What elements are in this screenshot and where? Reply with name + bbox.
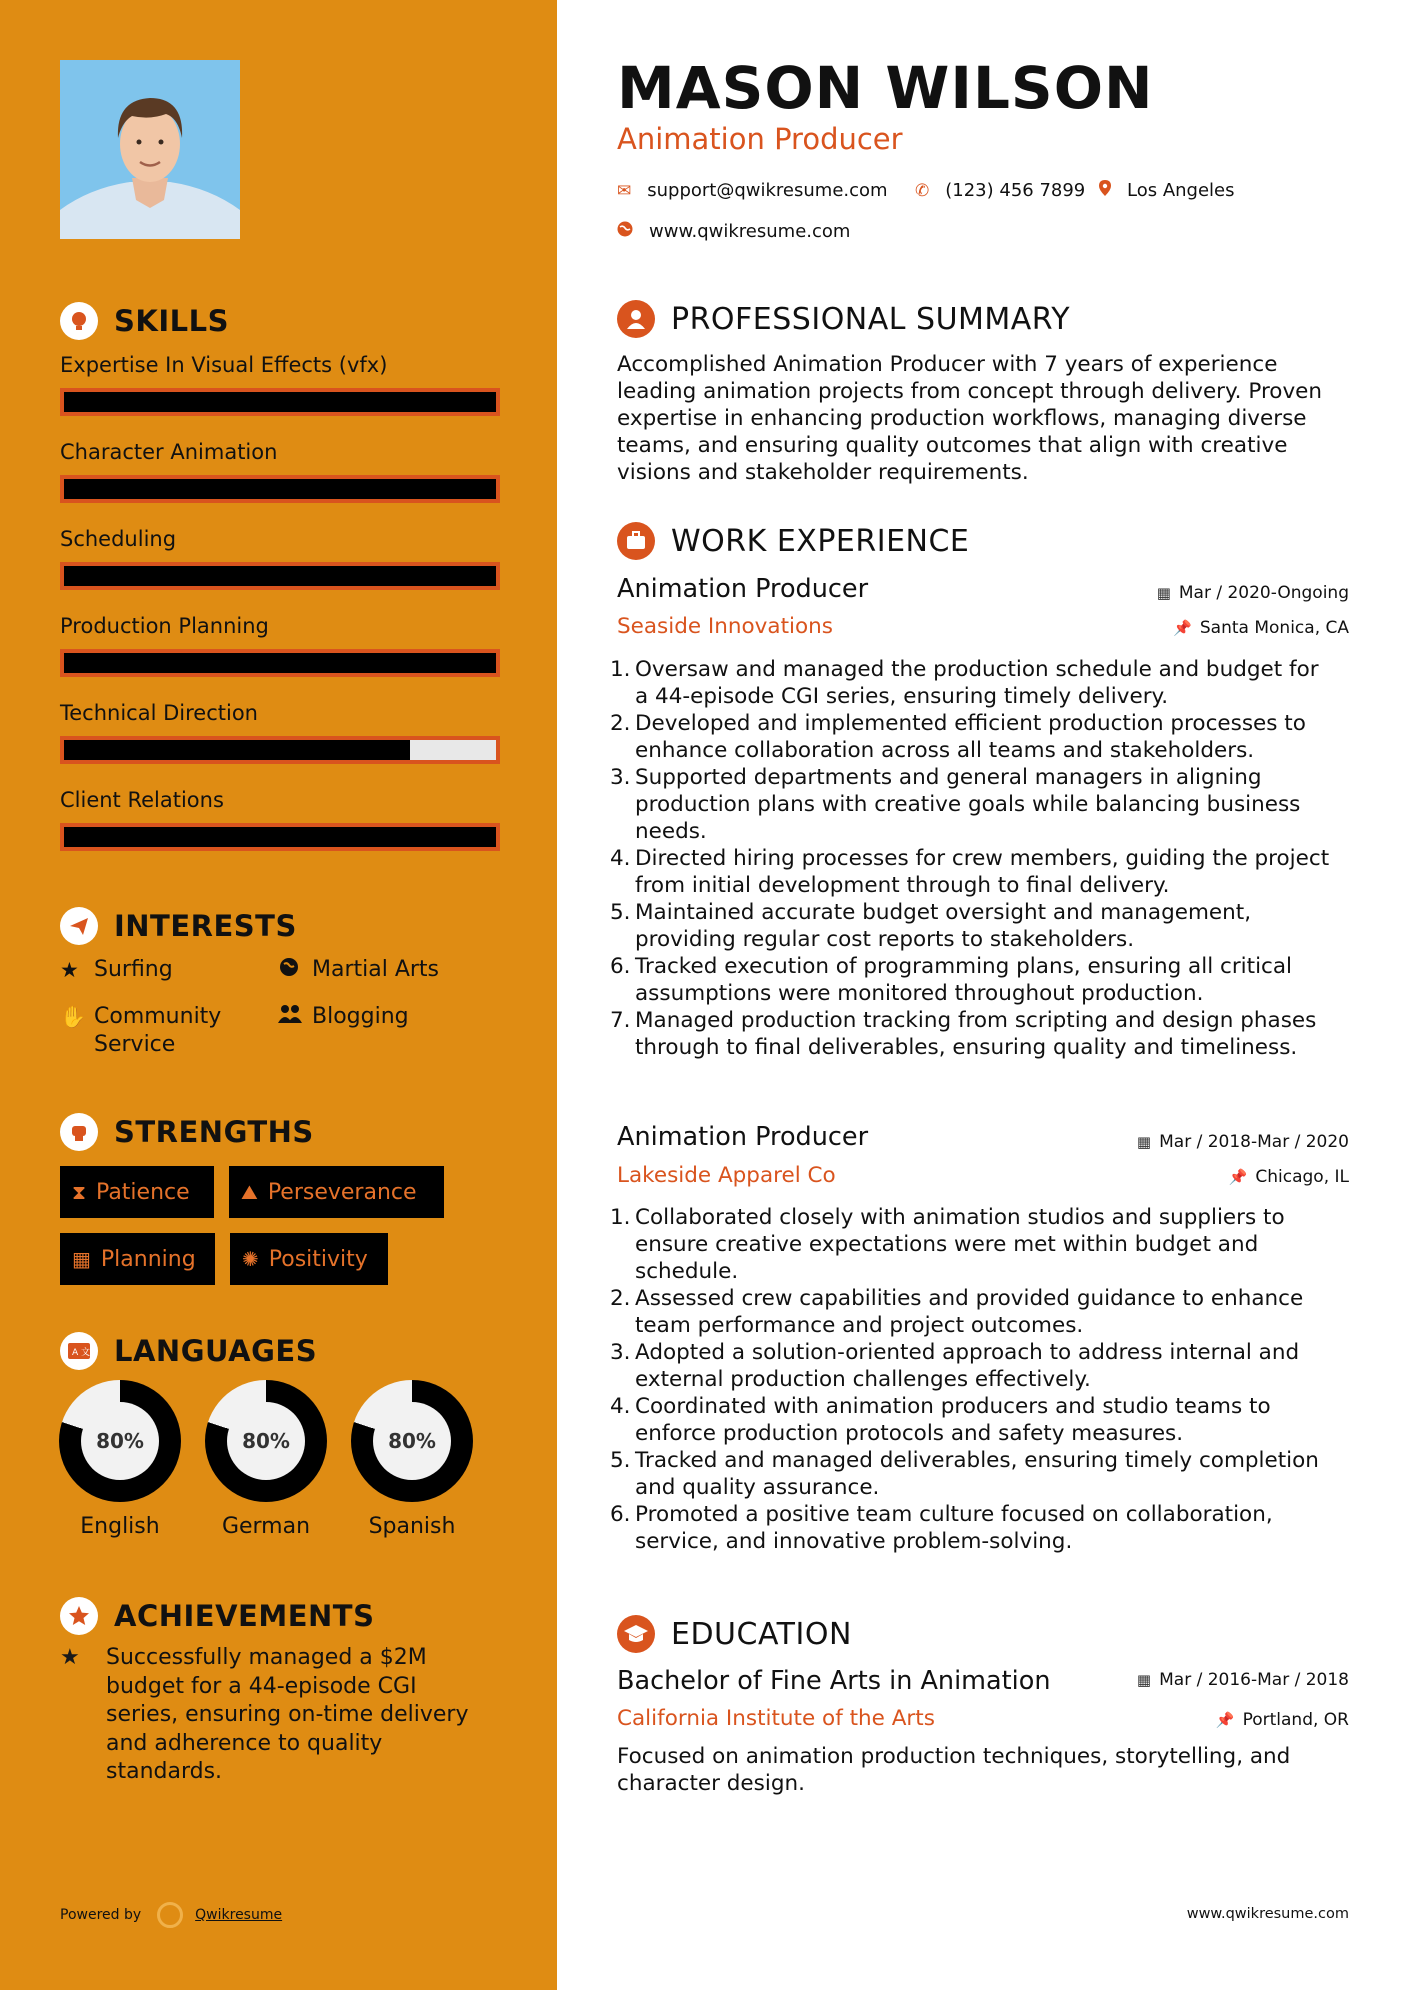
experience-heading: [617, 522, 969, 560]
road-icon: ⛰: [241, 1180, 258, 1204]
education-description: Focused on animation production techniques, storytelling, and character design.: [617, 1744, 1291, 1796]
education-dates-text: Mar / 2016-Mar / 2018: [1159, 1670, 1349, 1690]
language-item: [205, 1380, 327, 1539]
globe-icon: [278, 956, 300, 985]
interest-item: [278, 1003, 409, 1032]
duty-text: Oversaw and managed the production schedule and budget for a 44-episode CGI series, ensuring timely delivery.: [635, 657, 1319, 709]
list-item: 2. Assessed crew capabilities and provided guidance to enhance team performance and project outcomes.: [610, 1285, 1350, 1339]
envelope-icon: ✉: [617, 180, 632, 201]
language-name: German: [221, 1514, 311, 1539]
globe-icon: [617, 221, 633, 242]
language-name: English: [80, 1514, 160, 1539]
profile-photo: [60, 60, 240, 239]
list-item: 4. Directed hiring processes for crew members, guiding the project from initial development through to final delivery.: [610, 845, 1350, 899]
achievements-title: ACHIEVEMENTS: [114, 1599, 375, 1633]
job-dates: [1137, 1132, 1349, 1152]
duty-text: Tracked and managed deliverables, ensuring timely completion and quality assurance.: [635, 1448, 1319, 1500]
pin-icon: 📌: [1173, 619, 1192, 637]
skill-name: Expertise In Visual Effects (vfx): [60, 353, 388, 377]
strengths-title: STRENGTHS: [114, 1115, 314, 1149]
star-icon: ★: [60, 958, 79, 982]
lightbulb-icon: [60, 302, 98, 340]
contact-phone: [915, 180, 1085, 201]
summary-text: Accomplished Animation Producer with 7 years of experience leading animation projects from concept through delivery. Proven expertise in enhancing production workflows, managing diverse teams, and ensuring quality outcomes that align with creative visions and stakeholder requirements.: [617, 352, 1323, 485]
language-ring: [59, 1380, 181, 1502]
interest-item: [60, 1003, 244, 1059]
map-pin-icon: [1099, 180, 1111, 201]
duty-text: Adopted a solution-oriented approach to address internal and external production challenges effectively.: [635, 1340, 1300, 1392]
strength-label: Planning: [100, 1246, 196, 1272]
location-text: Los Angeles: [1127, 180, 1235, 201]
skill-name: Production Planning: [60, 614, 269, 638]
user-icon: [617, 300, 655, 338]
interests-heading: [60, 907, 297, 945]
duty-text: Assessed crew capabilities and provided guidance to enhance team performance and project outcomes.: [635, 1286, 1304, 1338]
job-company: Seaside Innovations: [617, 614, 833, 639]
skill-name: Technical Direction: [60, 701, 258, 725]
calendar-icon: ▦: [1136, 1133, 1152, 1151]
list-item: 7. Managed production tracking from scripting and design phases through to final deliverables, ensuring quality and timeliness.: [610, 1007, 1350, 1061]
list-item: 3. Adopted a solution-oriented approach to address internal and external production challenges effectively.: [610, 1339, 1350, 1393]
calendar-icon: ▦: [72, 1247, 91, 1271]
qwikresume-link[interactable]: Qwikresume: [195, 1907, 283, 1923]
duty-text: Coordinated with animation producers and studio teams to enforce production protocols and safety measures.: [635, 1394, 1271, 1446]
skill-bar-fill: [64, 827, 496, 847]
education-heading: [617, 1615, 852, 1653]
contact-email: [617, 180, 888, 201]
job-role: Animation Producer: [617, 1122, 869, 1152]
languages-heading: [60, 1332, 317, 1370]
interest-item: [278, 956, 439, 985]
job-duties: [610, 1204, 1350, 1555]
skill-item: [60, 437, 500, 503]
skill-item: [60, 698, 500, 764]
interest-label: Blogging: [312, 1004, 409, 1029]
skill-bar-fill: [64, 566, 496, 586]
education-title: EDUCATION: [671, 1616, 852, 1652]
skill-name: Character Animation: [60, 440, 278, 464]
svg-text:A: A: [72, 1348, 79, 1358]
strength-label: Perseverance: [267, 1179, 417, 1205]
education-location-text: Portland, OR: [1242, 1710, 1349, 1730]
powered-by-label: Powered by: [60, 1907, 142, 1923]
job-location-text: Chicago, IL: [1255, 1167, 1349, 1187]
skill-item: [60, 350, 500, 416]
skill-bar-fill: [64, 392, 496, 412]
job-company: Lakeside Apparel Co: [617, 1163, 836, 1188]
svg-text:文: 文: [81, 1348, 91, 1358]
list-item: 1. Collaborated closely with animation studios and suppliers to ensure creative expectations were met within budget and schedule.: [610, 1204, 1350, 1285]
strength-label: Positivity: [268, 1246, 368, 1272]
interest-label: Martial Arts: [312, 957, 440, 982]
calendar-icon: ▦: [1156, 584, 1171, 602]
skill-bar: [60, 475, 500, 503]
strength-badge: [60, 1233, 215, 1285]
sun-icon: ✺: [242, 1247, 259, 1271]
briefcase-icon: [617, 522, 655, 560]
skills-title: SKILLS: [114, 304, 229, 338]
hand-icon: ✋: [60, 1005, 87, 1029]
job-location-text: Santa Monica, CA: [1199, 618, 1349, 638]
strength-badge: [60, 1166, 214, 1218]
skill-bar: [60, 736, 500, 764]
languages-title: LANGUAGES: [114, 1334, 318, 1368]
job-dates: [1157, 583, 1349, 603]
strengths-heading: [60, 1113, 314, 1151]
phone-icon: ✆: [915, 180, 930, 201]
skill-item: [60, 785, 500, 851]
paper-plane-icon: [60, 907, 98, 945]
language-percent: 80%: [373, 1402, 451, 1480]
summary-heading: [617, 300, 1070, 338]
education-school: California Institute of the Arts: [617, 1706, 935, 1731]
list-item: 6. Tracked execution of programming plans, ensuring all critical assumptions were monitored throughout production.: [610, 953, 1350, 1007]
award-star-icon: [60, 1597, 98, 1635]
pin-icon: 📌: [1228, 1168, 1248, 1186]
language-item: [59, 1380, 181, 1539]
graduation-cap-icon: [617, 1615, 655, 1653]
website-text[interactable]: www.qwikresume.com: [649, 221, 851, 242]
skill-name: Client Relations: [60, 788, 224, 812]
footer-url[interactable]: www.qwikresume.com: [1186, 1906, 1349, 1922]
job-dates-text: Mar / 2020-Ongoing: [1178, 583, 1349, 603]
education-degree: Bachelor of Fine Arts in Animation: [617, 1666, 1051, 1696]
language-name: Spanish: [368, 1514, 456, 1539]
achievement-item: [60, 1644, 500, 1787]
duty-text: Collaborated closely with animation studios and suppliers to ensure creative expectations were met within budget and schedule.: [635, 1205, 1285, 1284]
language-percent: 80%: [81, 1402, 159, 1480]
candidate-name: MASON WILSON: [617, 54, 1154, 122]
language-ring: [205, 1380, 327, 1502]
skill-bar: [60, 562, 500, 590]
star-award-icon: ★: [60, 1645, 80, 1670]
skills-heading: [60, 302, 229, 340]
language-ring: [351, 1380, 473, 1502]
profile-portrait: [60, 60, 240, 239]
strength-badge: [230, 1233, 388, 1285]
skill-bar: [60, 823, 500, 851]
duty-text: Managed production tracking from scripting and design phases through to final deliverables, ensuring quality and timeliness.: [635, 1008, 1317, 1060]
interest-item: [60, 956, 173, 984]
calendar-icon: ▦: [1136, 1671, 1152, 1689]
achievements-heading: [60, 1597, 374, 1635]
list-item: 5. Maintained accurate budget oversight and management, providing regular cost reports to stakeholders.: [610, 899, 1350, 953]
qwikresume-logo-icon: [157, 1902, 183, 1928]
duty-text: Supported departments and general managers in aligning production plans with creative goals while balancing business needs.: [635, 765, 1301, 844]
users-icon: [278, 1003, 300, 1032]
contact-website: [617, 221, 850, 242]
pin-icon: 📌: [1215, 1711, 1235, 1729]
job-role: Animation Producer: [617, 574, 869, 604]
education-dates: [1137, 1670, 1349, 1690]
powered-by: [60, 1902, 282, 1928]
skill-item: [60, 524, 500, 590]
skill-bar-fill: [64, 653, 496, 673]
interest-label: Community Service: [94, 1004, 222, 1057]
email-text[interactable]: support@qwikresume.com: [647, 180, 888, 201]
phone-text[interactable]: (123) 456 7899: [945, 180, 1086, 201]
skill-bar: [60, 388, 500, 416]
job-location: [1229, 1167, 1349, 1187]
education-location: [1216, 1710, 1349, 1730]
interest-label: Surfing: [94, 957, 173, 982]
language-percent: 80%: [227, 1402, 305, 1480]
language-icon: [60, 1332, 98, 1370]
summary-title: PROFESSIONAL SUMMARY: [671, 301, 1071, 337]
list-item: 1. Oversaw and managed the production schedule and budget for a 44-episode CGI series, ensuring timely delivery.: [610, 656, 1350, 710]
job-duties: [610, 656, 1350, 1061]
contact-location: [1099, 180, 1235, 201]
skill-item: [60, 611, 500, 677]
fist-icon: [60, 1113, 98, 1151]
skill-bar-fill: [64, 740, 410, 760]
strength-badge: [229, 1166, 444, 1218]
duty-text: Tracked execution of programming plans, ensuring all critical assumptions were monitored throughout production.: [635, 954, 1293, 1006]
job-dates-text: Mar / 2018-Mar / 2020: [1159, 1132, 1349, 1152]
skill-bar-fill: [64, 479, 496, 499]
duty-text: Maintained accurate budget oversight and management, providing regular cost reports to stakeholders.: [635, 900, 1252, 952]
candidate-title: Animation Producer: [617, 122, 903, 156]
duty-text: Directed hiring processes for crew members, guiding the project from initial development through to final delivery.: [635, 846, 1330, 898]
skill-bar: [60, 649, 500, 677]
language-item: [351, 1380, 473, 1539]
duty-text: Developed and implemented efficient production processes to enhance collaboration across all teams and stakeholders.: [635, 711, 1306, 763]
list-item: 6. Promoted a positive team culture focused on collaboration, service, and innovative problem-solving.: [610, 1501, 1350, 1555]
sidebar: [0, 0, 557, 1990]
interests-title: INTERESTS: [114, 909, 297, 943]
experience-title: WORK EXPERIENCE: [671, 523, 970, 559]
hourglass-icon: ⧗: [72, 1180, 87, 1204]
list-item: 2. Developed and implemented efficient production processes to enhance collaboration across all teams and stakeholders.: [610, 710, 1350, 764]
achievement-text: Successfully managed a $2M budget for a 44-episode CGI series, ensuring on-time delivery and adherence to quality standards.: [106, 1645, 469, 1784]
duty-text: Promoted a positive team culture focused on collaboration, service, and innovative problem-solving.: [635, 1502, 1273, 1554]
strength-label: Patience: [96, 1179, 190, 1205]
job-location: [1173, 618, 1349, 638]
list-item: 5. Tracked and managed deliverables, ensuring timely completion and quality assurance.: [610, 1447, 1350, 1501]
skill-name: Scheduling: [60, 527, 177, 551]
list-item: 4. Coordinated with animation producers and studio teams to enforce production protocols and safety measures.: [610, 1393, 1350, 1447]
list-item: 3. Supported departments and general managers in aligning production plans with creative goals while balancing business needs.: [610, 764, 1350, 845]
